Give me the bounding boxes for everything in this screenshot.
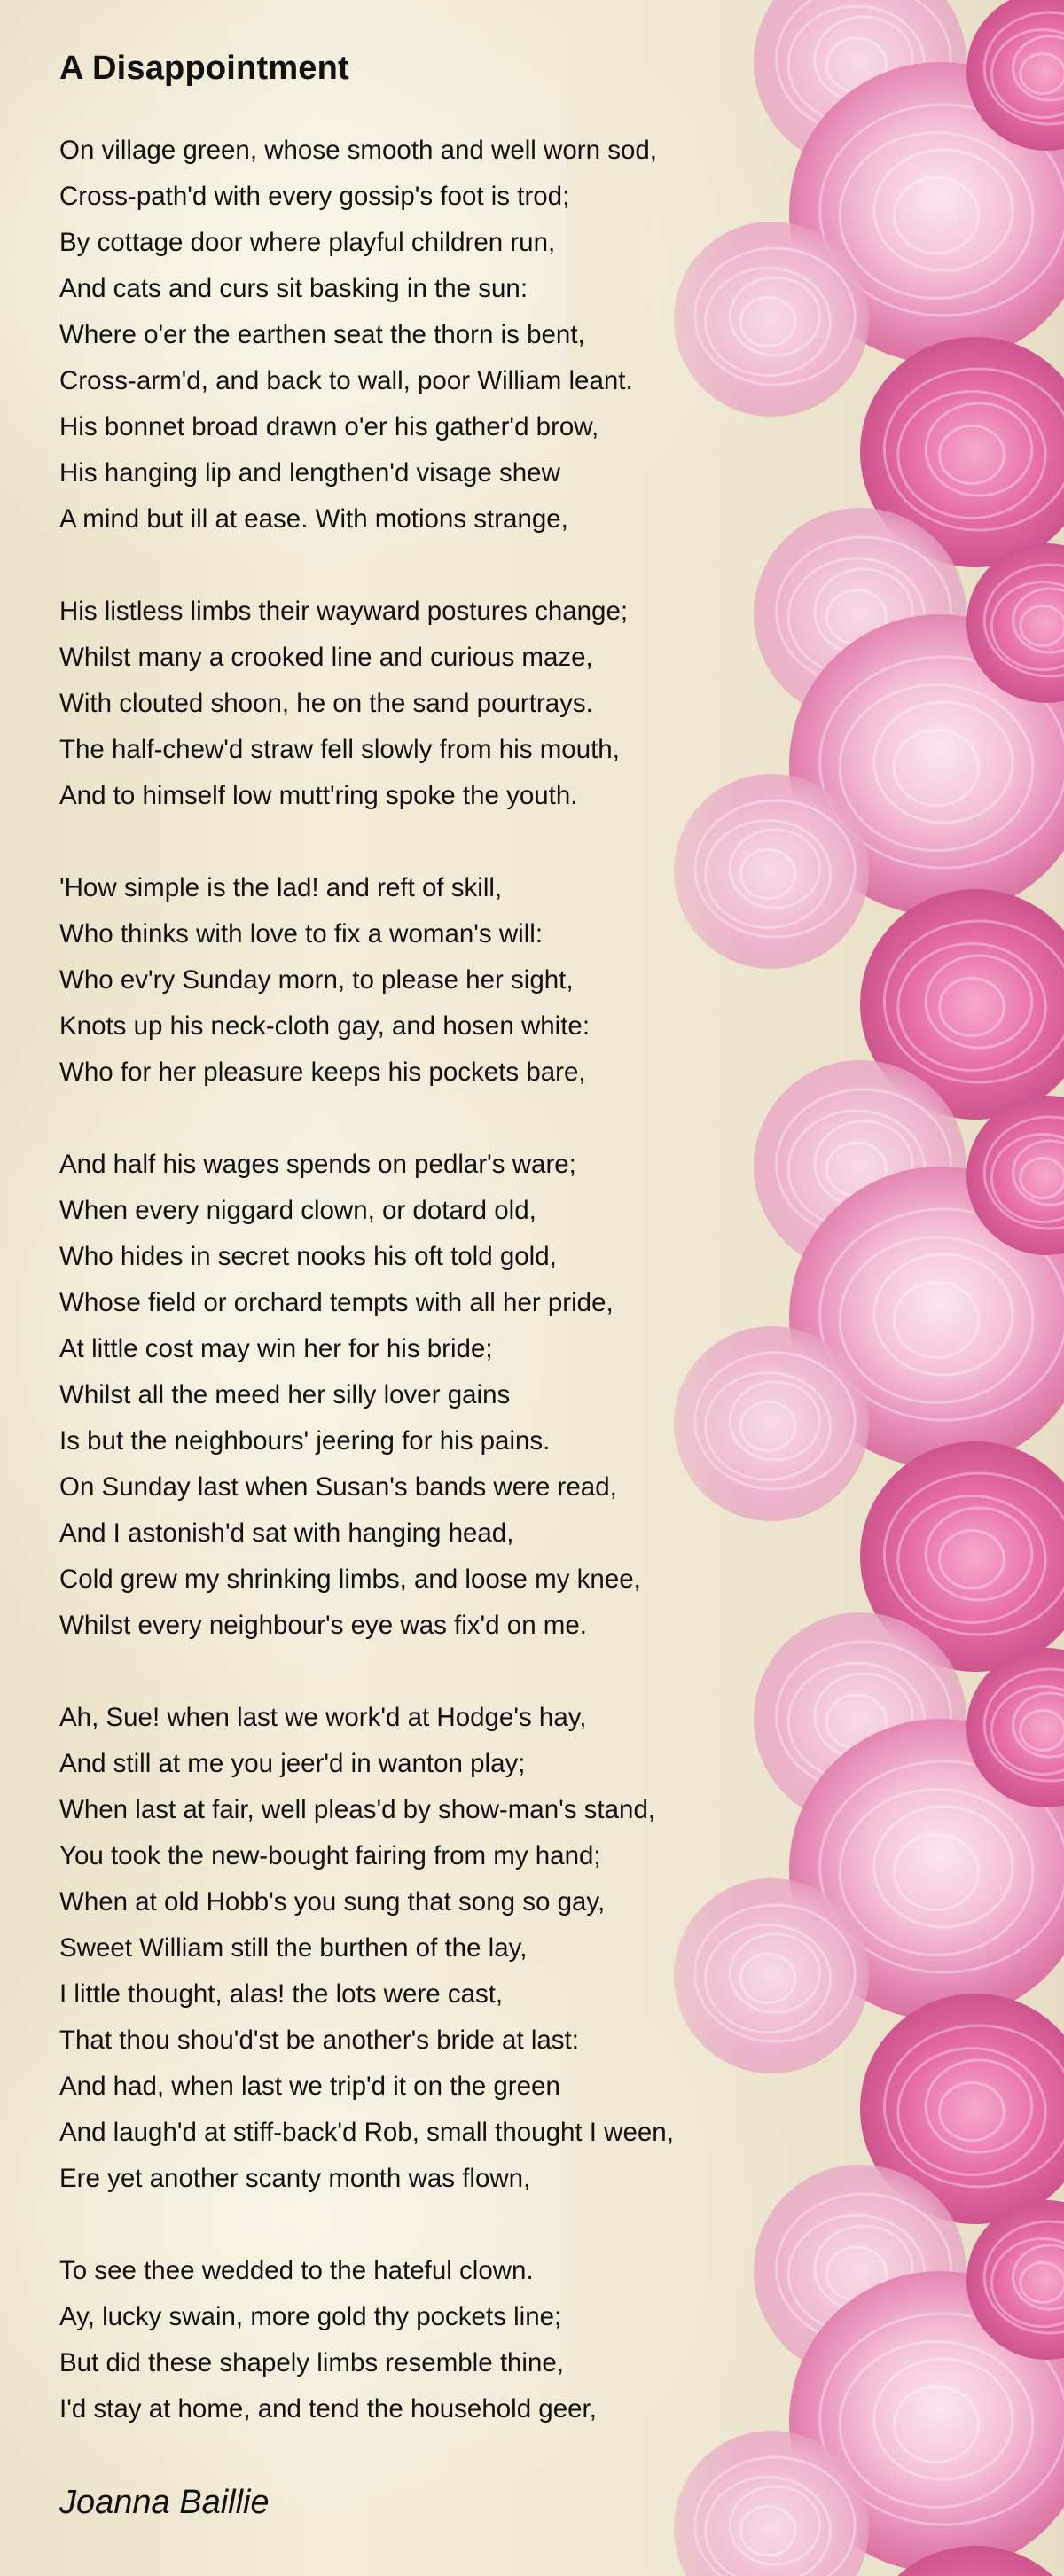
- poem-line: When every niggard clown, or dotard old,: [59, 1196, 536, 1225]
- stanza: [59, 128, 857, 543]
- poem-line: Cold grew my shrinking limbs, and loose my knee,: [59, 1565, 641, 1594]
- poem-line: Whilst all the meed her silly lover gains: [59, 1380, 511, 1409]
- poem-line: And to himself low mutt'ring spoke the youth.: [59, 781, 578, 810]
- poem-line: Ah, Sue! when last we work'd at Hodge's hay,: [59, 1703, 587, 1732]
- poem-line: And laugh'd at stiff-back'd Rob, small thought I ween,: [59, 2118, 674, 2147]
- poem-line: Sweet William still the burthen of the lay,: [59, 1933, 528, 1963]
- poem-line: And cats and curs sit basking in the sun:: [59, 274, 528, 303]
- stanza: [59, 1142, 857, 1649]
- poem-author: Joanna Baillie: [59, 2484, 270, 2521]
- poem-title: A Disappointment: [59, 50, 349, 87]
- poem-line: Who ev'ry Sunday morn, to please her sight,: [59, 965, 574, 995]
- stanza: [59, 865, 857, 1096]
- stanza: [59, 2248, 857, 2432]
- poem-line: By cottage door where playful children run,: [59, 228, 556, 257]
- poem-line: On Sunday last when Susan's bands were read,: [59, 1472, 617, 1502]
- stanza: [59, 589, 857, 819]
- poem-line: To see thee wedded to the hateful clown.: [59, 2256, 534, 2285]
- poem-line: That thou shou'd'st be another's bride at last:: [59, 2026, 579, 2055]
- poem-line: A mind but ill at ease. With motions strange,: [59, 504, 568, 534]
- poem-line: And had, when last we trip'd it on the green: [59, 2072, 560, 2101]
- poem-line: Who hides in secret nooks his oft told gold,: [59, 1242, 557, 1271]
- poem-line: Ere yet another scanty month was flown,: [59, 2164, 531, 2193]
- poem-line: I'd stay at home, and tend the household geer,: [59, 2394, 597, 2424]
- poem-line: When at old Hobb's you sung that song so gay,: [59, 1887, 606, 1916]
- poem-line: Cross-arm'd, and back to wall, poor William leant.: [59, 366, 633, 395]
- poem-line: Cross-path'd with every gossip's foot is trod;: [59, 182, 570, 211]
- poem-line: Who for her pleasure keeps his pockets bare,: [59, 1058, 586, 1087]
- poem-line: At little cost may win her for his bride;: [59, 1334, 493, 1363]
- poem-line: On village green, whose smooth and well worn sod,: [59, 136, 657, 165]
- poem-line: Who thinks with love to fix a woman's will:: [59, 919, 544, 948]
- poem-line: His listless limbs their wayward postures change;: [59, 597, 629, 626]
- poem-line: 'How simple is the lad! and reft of skill,: [59, 873, 503, 902]
- poem-line: When last at fair, well pleas'd by show-man's stand,: [59, 1795, 656, 1824]
- poem-line: The half-chew'd straw fell slowly from his mouth,: [59, 735, 620, 764]
- poem-line: You took the new-bought fairing from my hand;: [59, 1841, 601, 1870]
- poem: [59, 44, 857, 2478]
- poem-line: With clouted shoon, he on the sand pourtrays.: [59, 689, 593, 718]
- poem-line: His hanging lip and lengthen'd visage shew: [59, 458, 560, 488]
- poem-line: And half his wages spends on pedlar's ware;: [59, 1150, 576, 1179]
- poem-line: Whose field or orchard tempts with all her pride,: [59, 1288, 614, 1317]
- poem-line: Whilst many a crooked line and curious maze,: [59, 643, 593, 672]
- poem-line: But did these shapely limbs resemble thine,: [59, 2348, 564, 2377]
- poem-line: Is but the neighbours' jeering for his pains.: [59, 1426, 551, 1456]
- poem-line: His bonnet broad drawn o'er his gather'd brow,: [59, 412, 599, 441]
- poem-line: Ay, lucky swain, more gold thy pockets line;: [59, 2302, 562, 2331]
- poem-line: Knots up his neck-cloth gay, and hosen white:: [59, 1011, 591, 1041]
- stanza: [59, 1695, 857, 2202]
- poem-line: And I astonish'd sat with hanging head,: [59, 1518, 514, 1548]
- poem-line: And still at me you jeer'd in wanton play;: [59, 1749, 526, 1778]
- poem-line: I little thought, alas! the lots were cast,: [59, 1979, 504, 2009]
- poem-body: [59, 128, 857, 2432]
- poem-line: Where o'er the earthen seat the thorn is bent,: [59, 320, 585, 349]
- poem-line: Whilst every neighbour's eye was fix'd on me.: [59, 1611, 587, 1640]
